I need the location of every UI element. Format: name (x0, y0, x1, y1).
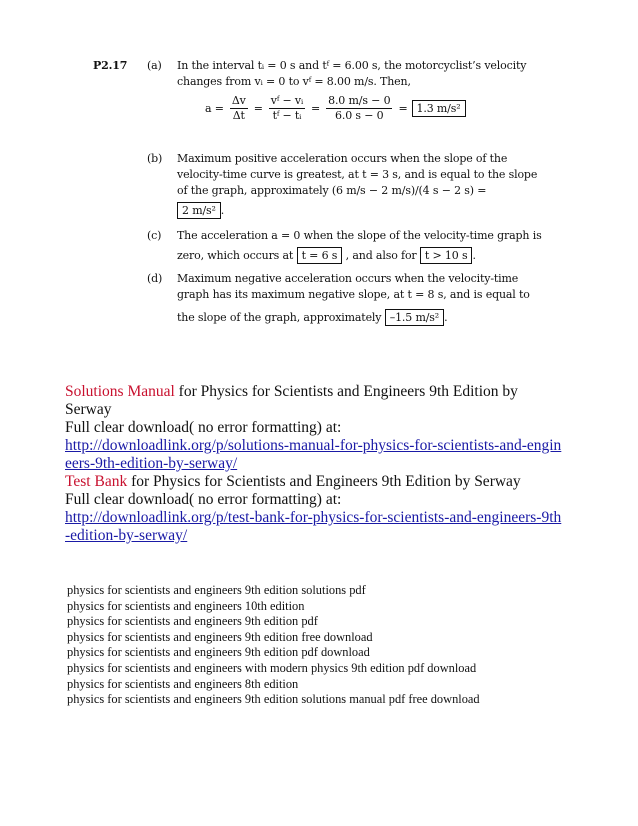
part-b-line-1: Maximum positive acceleration occurs when the slope of the (177, 152, 508, 165)
test-bank-link[interactable]: http://downloadlink.org/p/test-bank-for-physics-for-scientists-and-engineers-9th-edition-by-serway/ (65, 509, 562, 544)
part-b-letter: (b) (147, 152, 163, 165)
part-a-letter: (a) (147, 59, 162, 72)
part-a (147, 58, 557, 90)
part-b-answer: 2 m/s² (177, 202, 221, 219)
part-a-line-2: changes from vᵢ = 0 to vᶠ = 8.00 m/s. Then, (177, 75, 411, 88)
part-b-line-2: velocity-time curve is greatest, at t = 3 s, and is equal to the slope (177, 168, 538, 181)
part-c-period: . (472, 249, 476, 262)
solutions-manual-link[interactable]: http://downloadlink.org/p/solutions-manual-for-physics-for-scientists-and-engineers-9th-edition-by-serway/ (65, 437, 562, 472)
part-d-line-2: graph has its maximum negative slope, at t = 8 s, and is equal to (177, 288, 530, 301)
testbank-download-text: Full clear download( no error formatting) at: (65, 491, 342, 508)
equals-sign-1: = (253, 101, 263, 115)
part-d (147, 271, 557, 326)
part-a-answer: 1.3 m/s² (412, 100, 466, 117)
list-item: physics for scientists and engineers 9th edition solutions manual pdf free download (67, 692, 480, 707)
list-item: physics for scientists and engineers 9th edition free download (67, 629, 373, 644)
part-c-text-pre: zero, which occurs at (177, 249, 294, 262)
fraction-numeric-denominator: 6.0 s − 0 (335, 109, 384, 122)
solutions-manual-label: Solutions Manual (65, 383, 175, 400)
part-c-text-mid: , and also for (345, 249, 417, 262)
solutions-download-text: Full clear download( no error formatting) at: (65, 419, 342, 436)
part-c-answer-1: t = 6 s (297, 247, 343, 264)
list-item: physics for scientists and engineers 9th edition solutions pdf (67, 583, 366, 597)
test-bank-label: Test Bank (65, 473, 128, 490)
part-d-answer: –1.5 m/s² (385, 309, 444, 326)
related-searches-list (67, 583, 480, 708)
solutions-heading (65, 383, 565, 419)
fraction-delta-numerator: Δv (231, 94, 246, 107)
part-a-line-1: In the interval tᵢ = 0 s and tᶠ = 6.00 s, the motorcyclist’s velocity (177, 59, 527, 72)
part-b-answer-line (177, 202, 557, 219)
part-c-line-1: The acceleration a = 0 when the slope of the velocity-time graph is (177, 229, 542, 242)
part-d-line-1: Maximum negative acceleration occurs when the velocity-time (177, 272, 519, 285)
fraction-delta (230, 94, 248, 123)
fraction-numeric-numerator: 8.0 m/s − 0 (328, 94, 391, 107)
part-d-period: . (444, 311, 448, 324)
problem-number: P2.17 (93, 59, 128, 72)
fraction-numeric (326, 94, 392, 123)
equation-lhs: a = (205, 101, 224, 115)
part-b-line-3: of the graph, approximately (6 m/s − 2 m/s)/(4 s − 2 s) = (177, 184, 487, 197)
list-item: physics for scientists and engineers with modern physics 9th edition pdf download (67, 660, 477, 675)
fraction-delta-denominator: Δt (232, 109, 245, 122)
testbank-heading (65, 473, 565, 491)
part-b-period: . (220, 204, 225, 217)
part-c-letter: (c) (147, 229, 162, 242)
list-item: physics for scientists and engineers 8th edition (67, 676, 299, 691)
list-item: physics for scientists and engineers 9th edition pdf (67, 614, 318, 629)
part-c-line-2 (177, 247, 557, 264)
part-c (147, 228, 557, 264)
acceleration-equation (205, 94, 466, 123)
equals-sign-2: = (311, 101, 321, 115)
part-b (147, 151, 557, 219)
list-item: physics for scientists and engineers 10th edition (67, 598, 305, 613)
testbank-title-text: for Physics for Scientists and Engineers 9th Edition by Serway (127, 473, 521, 490)
fraction-symbolic (269, 94, 305, 123)
list-item: physics for scientists and engineers 9th edition pdf download (67, 645, 370, 660)
part-d-text-pre: the slope of the graph, approximately (177, 311, 382, 324)
part-d-line-3 (177, 309, 557, 326)
part-c-answer-2: t > 10 s (420, 247, 473, 264)
solutions-title-text: for Physics for Scientists and Engineers 9th Edition by Serway (65, 383, 518, 418)
fraction-symbolic-denominator: tᶠ − tᵢ (272, 109, 302, 122)
part-d-letter: (d) (147, 272, 163, 285)
fraction-symbolic-numerator: vᶠ − vᵢ (270, 94, 304, 107)
equals-sign-3: = (398, 101, 408, 115)
download-promo (65, 383, 565, 545)
